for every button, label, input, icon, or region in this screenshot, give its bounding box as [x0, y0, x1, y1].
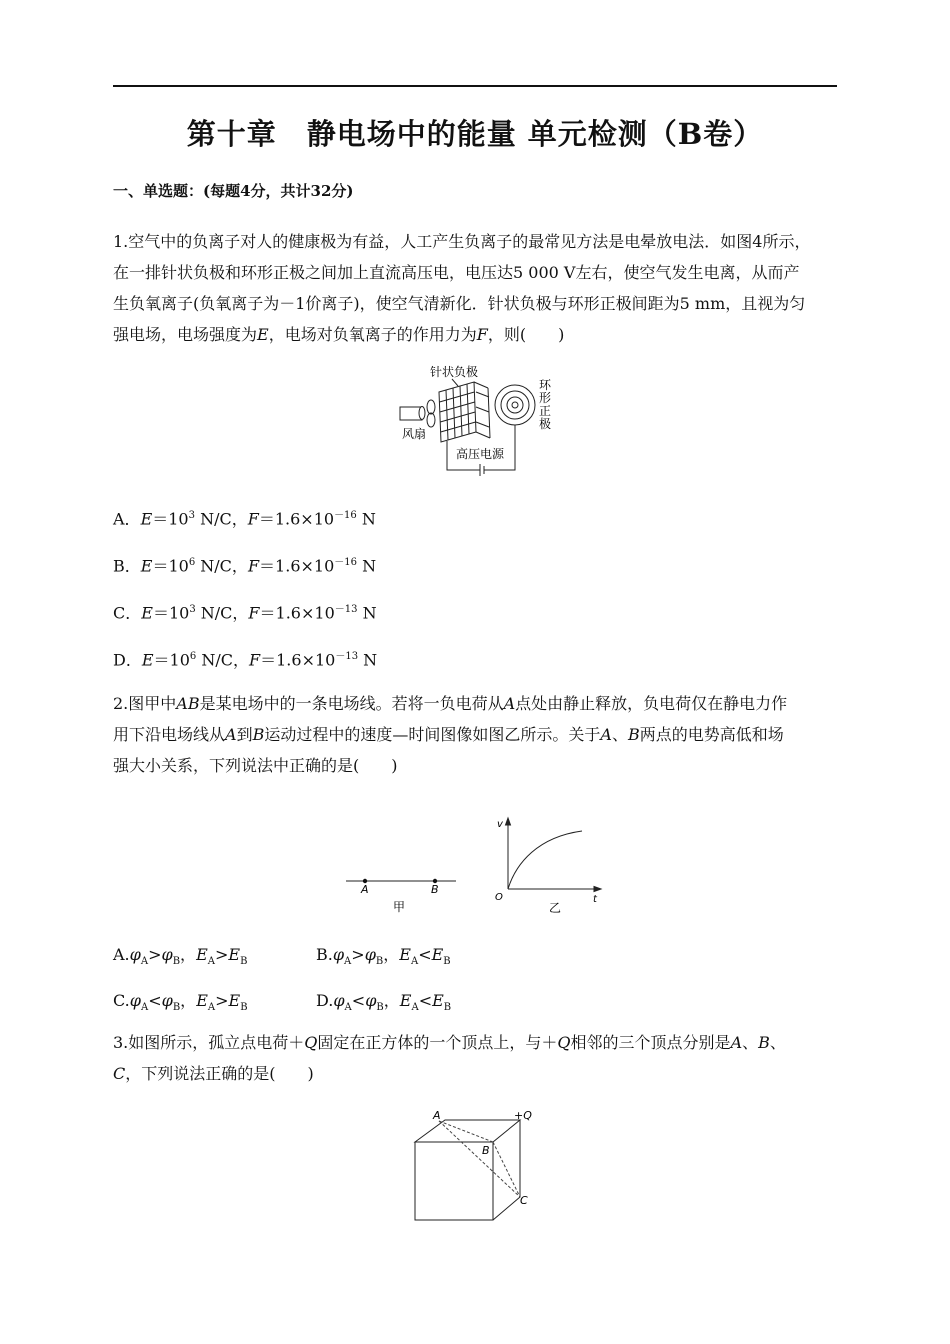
header-rule	[113, 85, 837, 87]
section-heading: 一、单选题：(每题4分，共计32分)	[113, 182, 354, 200]
ring-electrode-label: 环	[539, 378, 552, 392]
question-3-text	[113, 1027, 837, 1089]
option-d[interactable]: $D.\varphi_A<\varphi_B$，$E_A<E_B$	[316, 991, 452, 1014]
ring-electrode-label: 极	[539, 417, 552, 431]
option-b[interactable]: $B.\varphi_A>\varphi_B$，$E_A<E_B$	[316, 945, 451, 968]
cube-diagonals	[439, 1121, 520, 1197]
ring-electrode-label: 正	[539, 404, 552, 418]
power-supply-label: 高压电源	[456, 447, 505, 461]
figure-yi-caption: 乙	[549, 901, 562, 915]
question-3-line: C，下列说法正确的是( )	[113, 1064, 314, 1083]
page-title: 第十章 静电场中的能量 单元检测（B卷）	[186, 117, 764, 151]
question-2-line: 用下沿电场线从A到B运动过程中的速度—时间图像如图乙所示。关于A、B两点的电势高低和场	[113, 725, 784, 744]
question-3-line: 3.如图所示，孤立点电荷＋Q固定在正方体的一个顶点上，与＋Q相邻的三个顶点分别是A、B、	[113, 1033, 786, 1052]
ring-electrode-label: 形	[539, 391, 552, 405]
option-a[interactable]: $A.\varphi_A>\varphi_B$，$E_A>E_B$	[113, 945, 248, 968]
vertex-c-label: C	[520, 1194, 528, 1207]
question-2-line: 强大小关系，下列说法中正确的是( )	[113, 756, 398, 775]
corona-discharge-figure	[392, 362, 562, 480]
v-axis-label: v	[497, 819, 503, 830]
fan-blade	[427, 400, 435, 414]
option-a[interactable]: A．$E=10^3$ N/C，$F=1.6\times 10^{-16}$ N	[113, 509, 376, 529]
vertex-b-label: B	[482, 1144, 490, 1157]
figure-jia-caption: 甲	[393, 900, 406, 914]
option-c[interactable]: C．$E=10^3$ N/C，$F=1.6\times 10^{-13}$ N	[113, 603, 377, 623]
velocity-curve	[508, 831, 582, 889]
option-d[interactable]: D．$E=10^6$ N/C，$F=1.6\times 10^{-13}$ N	[113, 650, 378, 670]
fan-blade	[427, 413, 435, 427]
question-1-line: 生负氧离子(负氧离子为－1价离子)，使空气清新化．针状负极与环形正极间距为5 mm，且视为匀	[113, 294, 806, 313]
cube-figure	[402, 1104, 542, 1226]
option-b[interactable]: B．$E=10^6$ N/C，$F=1.6\times 10^{-16}$ N	[113, 556, 377, 576]
option-c[interactable]: $C.\varphi_A<\varphi_B$，$E_A>E_B$	[113, 991, 248, 1014]
velocity-time-graph	[492, 815, 607, 915]
point-b-label: B	[431, 883, 439, 896]
question-1-line: 强电场，电场强度为E，电场对负氧离子的作用力为F，则( )	[113, 325, 565, 344]
question-1-text	[113, 226, 837, 350]
origin-label: O	[495, 892, 503, 903]
cube-edges	[415, 1120, 520, 1220]
field-line-figure	[344, 866, 459, 916]
question-1-line: 在一排针状负极和环形正极之间加上直流高压电，电压达5 000 V左右，使空气发生电离，从而产	[113, 263, 800, 282]
t-axis-arrow	[594, 887, 601, 892]
question-1-line: 1.空气中的负离子对人的健康极为有益，人工产生负离子的最常见方法是电晕放电法．如图4所示，	[113, 232, 811, 251]
needle-electrode-label: 针状负极	[430, 365, 479, 379]
v-axis-arrow	[506, 818, 511, 825]
question-2-line: 2.图甲中AB是某电场中的一条电场线。若将一负电荷从A点处由静止释放，负电荷仅在静电力作	[113, 694, 788, 713]
vertex-a-label: A	[433, 1109, 441, 1122]
point-a-label: A	[361, 883, 369, 896]
fan-label: 风扇	[402, 427, 427, 441]
charge-q-label: +Q	[514, 1109, 532, 1122]
needle-grid	[439, 382, 490, 442]
ring-electrode	[495, 385, 535, 425]
t-axis-label: t	[593, 894, 597, 905]
question-2-text	[113, 688, 837, 781]
